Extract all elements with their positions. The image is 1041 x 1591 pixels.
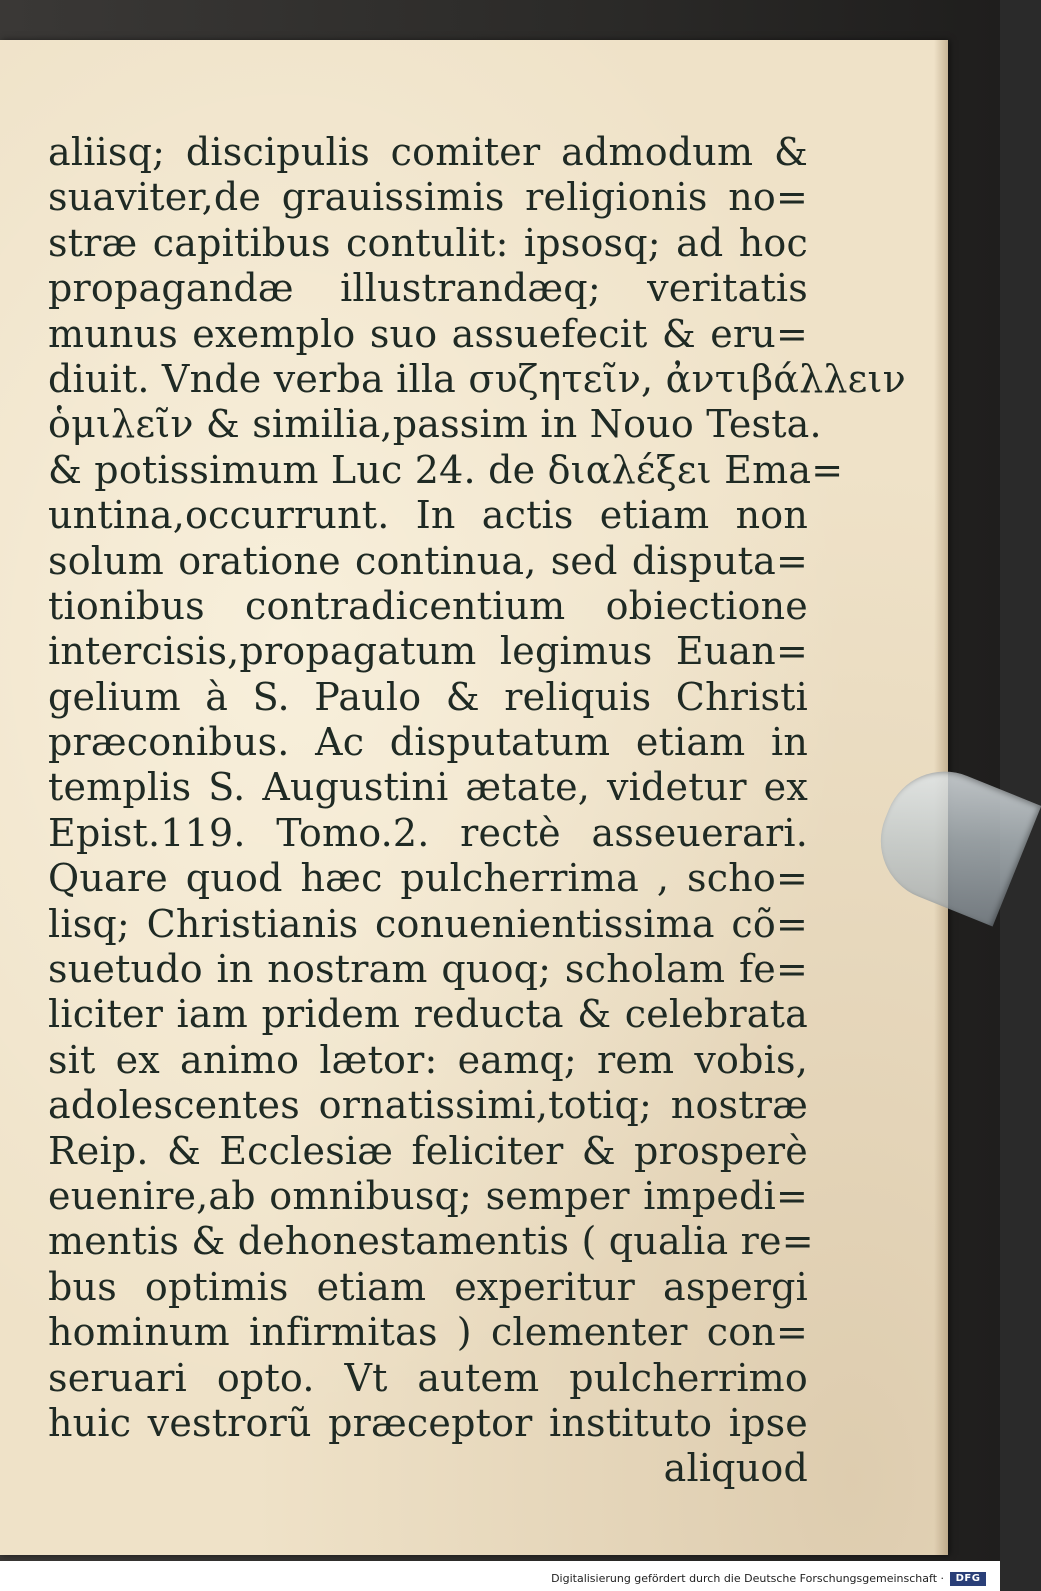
text-line: stræ capitibus contulit: ipsosq; ad hoc [48,220,808,265]
text-line: sit ex animo lætor: eamq; rem vobis, [48,1037,808,1082]
book-page [0,40,948,1555]
text-line: munus exemplo suo assuefecit & eru= [48,311,808,356]
text-line: ὁμιλεῖν & similia,passim in Nouo Testa. [48,402,822,447]
text-line: intercisis,propagatum legimus Euan= [48,629,808,674]
text-line: gelium à S. Paulo & reliquis Christi [48,674,808,719]
text-line: solum oratione continua, sed disputa= [48,538,808,583]
text-line: seruari opto. Vt autem pulcherrimo [48,1355,808,1400]
text-line: huic vestrorũ præceptor instituto ipse [48,1400,808,1445]
text-line: Epist.119. Tomo.2. rectè asseuerari. [48,810,808,855]
text-line: hominum infirmitas ) clementer con= [48,1310,808,1355]
text-line: præconibus. Ac disputatum etiam in [48,720,808,765]
digitization-footer [0,1561,1000,1591]
page-text-block [48,130,906,1492]
text-line: Reip. & Ecclesiæ feliciter & prosperè [48,1128,808,1173]
dfg-logo-icon: DFG [950,1572,986,1586]
text-line: Quare quod hæc pulcherrima , scho= [48,856,808,901]
text-line: aliisq; discipulis comiter admodum & [48,130,808,174]
text-line: euenire,ab omnibusq; semper impedi= [48,1173,808,1218]
text-line: suetudo in nostram quoq; scholam fe= [48,947,808,992]
text-line: untina,occurrunt. In actis etiam non [48,493,808,538]
text-line: suaviter,de grauissimis religionis no= [48,175,808,220]
text-line: diuit. Vnde verba illa συζητεῖν, ἀντιβάλλειν [48,356,906,401]
text-line: & potissimum Luc 24. de διαλέξει Ema= [48,447,844,492]
text-line: lisq; Christianis conuenientissima cõ= [48,901,808,946]
text-line: liciter iam pridem reducta & celebrata [48,992,808,1037]
text-line: mentis & dehonestamentis ( qualia re= [48,1219,814,1264]
text-line: propagandæ illustrandæq; veritatis [48,266,808,311]
text-line: adolescentes ornatissimi,totiq; nostræ [48,1083,808,1128]
catchword: aliquod [663,1446,808,1491]
funding-credit: Digitalisierung gefördert durch die Deutsche Forschungsgemeinschaft · [551,1572,944,1585]
text-line: bus optimis etiam experitur aspergi [48,1264,808,1309]
text-line: templis S. Augustini ætate, videtur ex [48,765,808,810]
text-line: tionibus contradicentium obiectione [48,583,808,628]
